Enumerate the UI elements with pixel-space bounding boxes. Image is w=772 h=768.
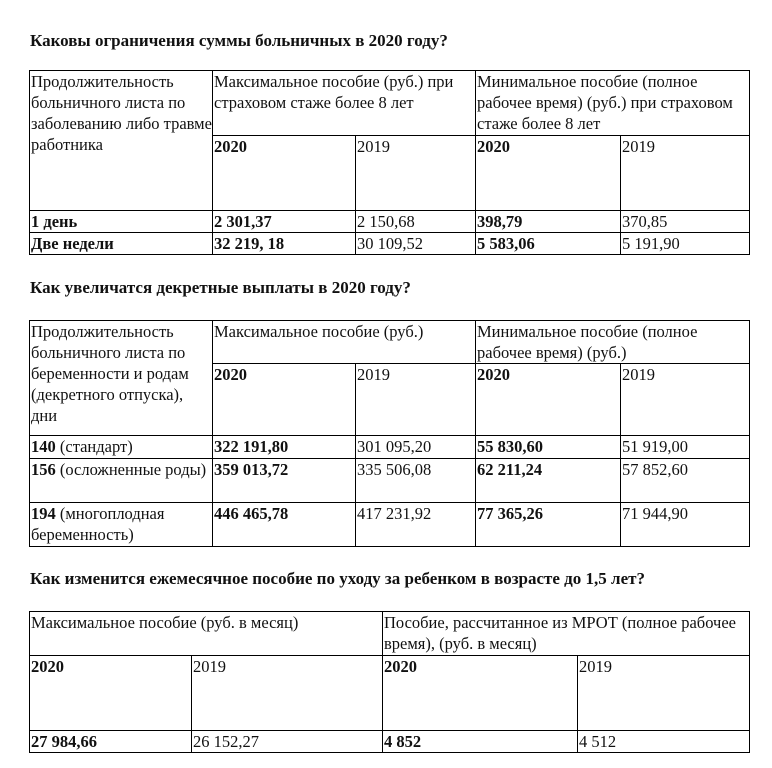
max-2020-cell: 27 984,66 (30, 731, 192, 753)
max-2020-cell: 359 013,72 (213, 459, 356, 503)
max-2020-cell: 32 219, 18 (213, 233, 356, 255)
max-2019-cell: 26 152,27 (192, 731, 383, 753)
section1-title: Каковы ограничения суммы больничных в 2020 году? (30, 31, 448, 50)
row-label: 1 день (30, 211, 213, 233)
row-label (30, 436, 213, 459)
table-row (30, 233, 750, 255)
table-row (30, 503, 750, 547)
max-2020-cell: 322 191,80 (213, 436, 356, 459)
max-2019-cell: 417 231,92 (356, 503, 476, 547)
row-label (30, 459, 213, 503)
duration-header: Продолжительность больничного листа по заболеванию либо травме работника (30, 71, 213, 211)
mrot-2019-cell: 4 512 (578, 731, 750, 753)
year-2020-header: 2020 (476, 364, 621, 436)
childcare-table (29, 611, 750, 753)
max-2020-cell: 446 465,78 (213, 503, 356, 547)
days-value: 156 (31, 460, 56, 479)
days-value: 194 (31, 504, 56, 523)
min-2019-cell: 71 944,90 (621, 503, 750, 547)
section3-title: Как изменится ежемесячное пособие по уходу за ребенком в возрасте до 1,5 лет? (30, 569, 645, 588)
maternity-table (29, 320, 750, 547)
row-label: Две недели (30, 233, 213, 255)
year-2020-header: 2020 (383, 656, 578, 731)
year-2020-header: 2020 (213, 364, 356, 436)
year-2020-header: 2020 (213, 136, 356, 211)
days-note: (осложненные роды) (55, 460, 207, 479)
year-2020-header: 2020 (30, 656, 192, 731)
min-2019-cell: 57 852,60 (621, 459, 750, 503)
max-2020-cell: 2 301,37 (213, 211, 356, 233)
table-row (30, 459, 750, 503)
min-2020-cell: 62 211,24 (476, 459, 621, 503)
duration-header: Продолжительность больничного листа по беременности и родам (декретного отпуска), дни (30, 321, 213, 436)
table-row (30, 211, 750, 233)
days-note: (стандарт) (55, 437, 133, 456)
days-value: 140 (31, 437, 56, 456)
year-2020-header: 2020 (476, 136, 621, 211)
year-2019-header: 2019 (578, 656, 750, 731)
days-note: (многоплодная беременность) (31, 504, 169, 544)
mrot-2020-cell: 4 852 (383, 731, 578, 753)
year-2019-header: 2019 (192, 656, 383, 731)
min-2020-cell: 55 830,60 (476, 436, 621, 459)
year-2019-header: 2019 (621, 136, 750, 211)
min-2019-cell: 370,85 (621, 211, 750, 233)
max-benefit-header: Максимальное пособие (руб. в месяц) (30, 612, 383, 656)
min-2019-cell: 5 191,90 (621, 233, 750, 255)
mrot-benefit-header: Пособие, рассчитанное из МРОТ (полное рабочее время), (руб. в месяц) (383, 612, 750, 656)
year-2019-header: 2019 (621, 364, 750, 436)
max-2019-cell: 2 150,68 (356, 211, 476, 233)
sick-leave-table (29, 70, 750, 255)
year-2019-header: 2019 (356, 364, 476, 436)
section2-title: Как увеличатся декретные выплаты в 2020 году? (30, 278, 411, 297)
min-2020-cell: 398,79 (476, 211, 621, 233)
max-benefit-header: Максимальное пособие (руб.) (213, 321, 476, 364)
min-2019-cell: 51 919,00 (621, 436, 750, 459)
table-row (30, 436, 750, 459)
max-benefit-header: Максимальное пособие (руб.) при страховом стаже более 8 лет (213, 71, 476, 136)
max-2019-cell: 335 506,08 (356, 459, 476, 503)
min-2020-cell: 5 583,06 (476, 233, 621, 255)
year-2019-header: 2019 (356, 136, 476, 211)
min-2020-cell: 77 365,26 (476, 503, 621, 547)
row-label (30, 503, 213, 547)
max-2019-cell: 30 109,52 (356, 233, 476, 255)
table-row (30, 731, 750, 753)
min-benefit-header: Минимальное пособие (полное рабочее время) (руб.) (476, 321, 750, 364)
min-benefit-header: Минимальное пособие (полное рабочее время) (руб.) при страховом стаже более 8 лет (476, 71, 750, 136)
max-2019-cell: 301 095,20 (356, 436, 476, 459)
